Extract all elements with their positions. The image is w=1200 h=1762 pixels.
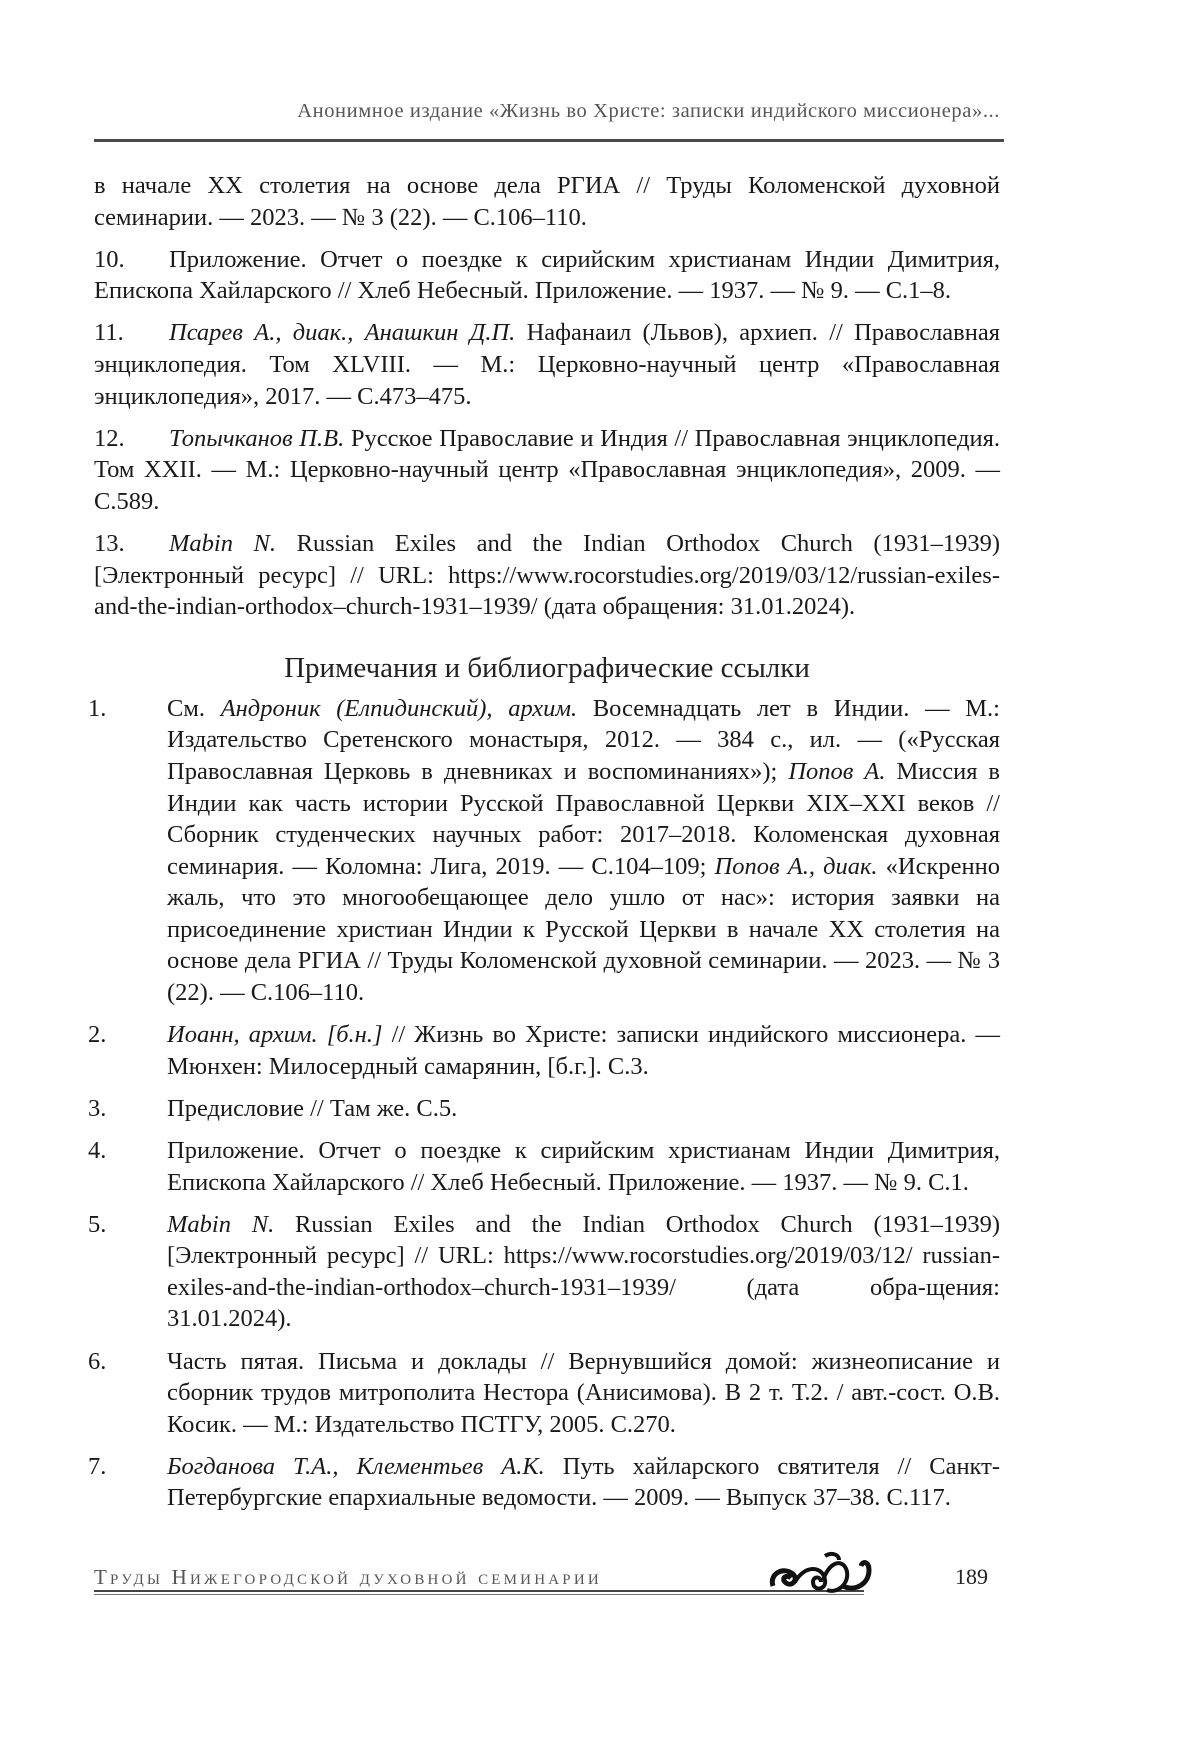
note-author: Иоанн, архим. [б.н.] xyxy=(167,1021,383,1049)
running-header: Анонимное издание «Жизнь во Христе: записки индийского миссионера»... xyxy=(297,100,1000,122)
bibliography-item xyxy=(94,528,1000,623)
note-text: Путь хайларского святителя // Санкт-Петербургские епархиальные ведомости. — 2009. — Выпуск 37–38. С.117. xyxy=(167,1452,1000,1512)
note-author: Андроник (Елпидинский), архим. xyxy=(220,694,578,722)
bibliography-item xyxy=(94,317,1000,412)
item-number: 12. xyxy=(94,424,125,452)
journal-title: Труды Нижегородской духовной семинарии xyxy=(94,1565,602,1589)
note-number: 1. xyxy=(88,694,107,722)
page-number: 189 xyxy=(955,1564,988,1589)
item-author: Псарев А., диак., Анашкин Д.П. xyxy=(169,319,516,347)
item-text: Russian Exiles and the Indian Orthodox Church (1931–1939) [Электронный ресурс] // URL: https://www.rocorstudies.org/2019/03/12/russian-exiles-and-the-indian-orthodox–church-1931–1939/ (дата обращения: 31.01.2024). xyxy=(94,529,1000,621)
note-text: Восемнадцать лет в Индии. — М.: Издательство Сретенского монастыря, 2012. — 384 с., ил. — («Русская Православная Церковь в дневниках и воспоминаниях»); xyxy=(167,694,1000,785)
note-item xyxy=(88,1209,1001,1335)
header-rule xyxy=(94,139,1004,142)
note-item xyxy=(88,1135,1000,1198)
note-number: 7. xyxy=(88,1452,107,1480)
notes-heading: Примечания и библиографические ссылки xyxy=(284,651,810,684)
note-text: Russian Exiles and the Indian Orthodox Church (1931–1939) [Электронный ресурс] // URL: https://www.rocorstudies.org/2019/03/12/ russian-exiles-and-the-indian-orthodox–church-1931–1939/ (дата обра-щения: 31.01.2024). xyxy=(167,1210,1001,1333)
note-text: Миссия в Индии как часть истории Русской Православной Церкви XIX–XXI веков // Сборник студенческих научных работ: 2017–2018. Коломенская духовная семинария. — Коломна: Лига, 2019. — С.104–109; xyxy=(167,757,1000,880)
note-text: // Жизнь во Христе: записки индийского миссионера. — Мюнхен: Милосердный самарянин, [б.г.]. С.3. xyxy=(167,1021,1000,1080)
note-number: 2. xyxy=(88,1021,107,1049)
item-author: Топычканов П.В. xyxy=(169,424,345,452)
note-text: Приложение. Отчет о поездке к сирийским христианам Индии Димитрия, Епископа Хайларского // Хлеб Небесный. Приложение. — 1937. — № 9. С.1. xyxy=(167,1136,1000,1196)
bibliography-continuation: в начале XX столетия на основе дела РГИА // Труды Коломенской духовной семинарии. — 2023. — № 3 (22). — С.106–110. xyxy=(94,172,1000,231)
note-text: «Искренно жаль, что это многообещающее дело ушло от нас»: история заявки на присоединение христиан Индии к Русской Церкви в начале XX столетия на основе дела РГИА // Труды Коломенской духовной семинарии. — 2023. — № 3 (22). — С.106–110. xyxy=(167,852,1000,1007)
item-number: 10. xyxy=(94,245,125,273)
item-text: Приложение. Отчет о поездке к сирийским христианам Индии Димитрия, Епископа Хайларского // Хлеб Небесный. Приложение. — 1937. — № 9. — С.1–8. xyxy=(94,245,1000,305)
note-item xyxy=(88,693,1000,1009)
bibliography-item xyxy=(94,423,1000,518)
footer-rule-thin xyxy=(94,1594,864,1595)
note-item xyxy=(88,1346,1000,1441)
note-number: 4. xyxy=(88,1136,107,1164)
note-author: Попов А. xyxy=(788,757,886,785)
note-text: Предисловие // Там же. С.5. xyxy=(167,1094,458,1122)
item-text: Нафанаил (Львов), архиеп. // Православная энциклопедия. Том XLVIII. — М.: Церковно-научный центр «Православная энциклопедия», 2017. — С.473–475. xyxy=(94,319,1000,410)
note-item xyxy=(88,1451,1000,1514)
item-number: 13. xyxy=(94,529,125,557)
bibliography-item xyxy=(94,244,1000,307)
note-author: Богданова Т.А., Клементьев А.К. xyxy=(167,1452,545,1480)
note-author: Попов А., диак. xyxy=(714,852,878,880)
notes-list xyxy=(88,693,1001,1514)
item-author: Mabin N. xyxy=(169,529,277,557)
note-text: Часть пятая. Письма и доклады // Вернувшийся домой: жизнеописание и сборник трудов митрополита Нестора (Анисимова). В 2 т. Т.2. / авт.-сост. О.В. Косик. — М.: Издательство ПСТГУ, 2005. С.270. xyxy=(167,1347,1000,1438)
note-author: Mabin N. xyxy=(167,1210,275,1238)
item-number: 11. xyxy=(94,319,124,347)
note-number: 5. xyxy=(88,1210,107,1238)
scroll-ornament-icon xyxy=(765,1550,885,1600)
note-number: 3. xyxy=(88,1094,107,1122)
page-body xyxy=(88,170,1001,1524)
note-item xyxy=(88,1019,1000,1082)
note-item xyxy=(88,1093,1000,1125)
footer-rule xyxy=(94,1590,864,1592)
note-number: 6. xyxy=(88,1347,107,1375)
item-text: Русское Православие и Индия // Православная энциклопедия. Том XXII. — М.: Церковно-научный центр «Православная энциклопедия», 2009. — С.589. xyxy=(94,424,1000,515)
note-text: См. xyxy=(167,694,221,722)
